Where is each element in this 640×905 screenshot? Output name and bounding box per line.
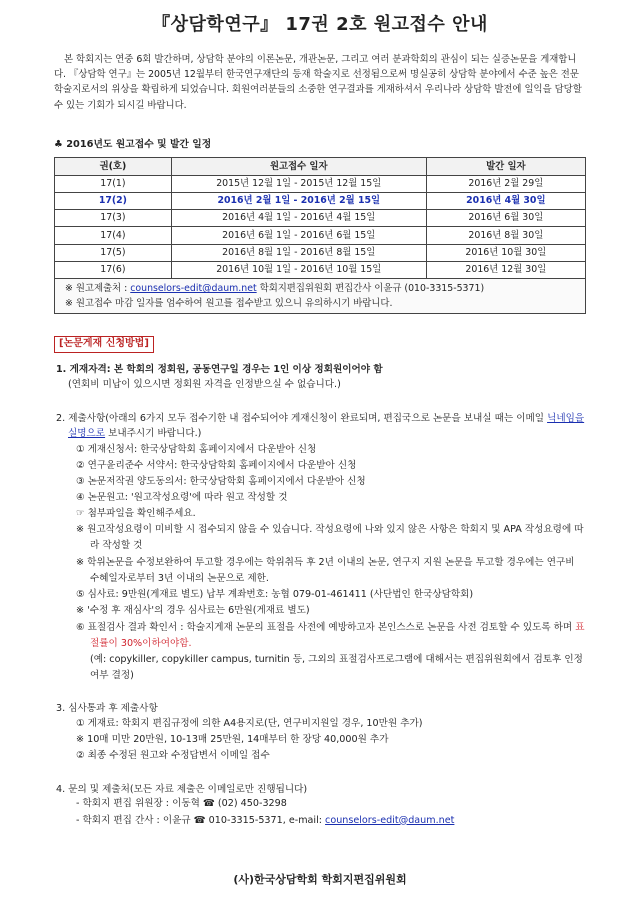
plagiarism-examples: (예: copykiller, copykiller campus, turnitin 등, 그외의 표절검사프로그램에 대해서는 편집위원회에서 검토후 인정여부 결정) xyxy=(90,654,583,682)
editor-chief-contact: - 학회지 편집 위원장 : 이동혁 ☎ (02) 450-3298 xyxy=(76,798,287,810)
deadline-note: ※ 원고접수 마감 일자를 엄수하여 원고를 접수받고 있으니 유의하시기 바랍니다. xyxy=(65,298,393,310)
schedule-heading: ♣ 2016년도 원고접수 및 발간 일정 xyxy=(54,139,212,150)
table-row xyxy=(55,210,586,227)
row-submission: 2016년 8월 1일 - 2016년 8월 15일 xyxy=(171,244,426,261)
row-publish: 2016년 12월 30일 xyxy=(426,261,585,278)
list-item: ② 연구윤리준수 서약서: 한국상담학회 홈페이지에서 다운받아 신청 xyxy=(76,459,357,471)
row-publish: 2016년 8월 30일 xyxy=(426,227,585,244)
submission-heading xyxy=(54,411,586,442)
editor-secretary-contact xyxy=(54,813,586,829)
plagiarism-check-item xyxy=(54,620,586,653)
row-volume: 17(6) xyxy=(55,261,172,278)
table-row xyxy=(55,227,586,244)
plagiarism-text: ⑥ 표절검사 결과 확인서 : 학술지게재 논문의 표절을 사전에 예방하고자 본인스스로 논문을 사전 검토할 수 있도록 하며 xyxy=(76,621,576,633)
col-submission-date: 원고접수 일자 xyxy=(171,158,426,175)
col-volume: 권(호) xyxy=(55,158,172,175)
row-volume: 17(2) xyxy=(55,192,172,209)
note-prefix: ※ 원고제출처 : xyxy=(65,283,131,295)
table-row xyxy=(55,261,586,278)
contact-heading: 4. 문의 및 제출처(모든 자료 제출은 이메일로만 진행됩니다) xyxy=(56,783,308,795)
real-name-emphasis: 닉네임을 실명으로 xyxy=(68,412,585,440)
submission-heading-end: 보내주시기 바랍니다.) xyxy=(105,428,202,440)
col-publish-date: 발간 일자 xyxy=(426,158,585,175)
list-item: ④ 논문원고: '원고작성요령'에 따라 원고 작성할 것 xyxy=(76,491,288,503)
list-item: ③ 논문저작권 양도동의서: 한국상담학회 홈페이지에서 다운받아 신청 xyxy=(76,475,366,487)
row-submission: 2016년 10월 1일 - 2016년 10월 15일 xyxy=(171,261,426,278)
row-submission: 2016년 2월 1일 - 2016년 2월 15일 xyxy=(171,192,426,209)
eligibility-heading: 1. 게재자격: 본 학회의 정회원, 공동연구일 경우는 1인 이상 정회원이어야 함 xyxy=(56,363,383,375)
row-submission: 2016년 6월 1일 - 2016년 6월 15일 xyxy=(171,227,426,244)
table-row xyxy=(55,244,586,261)
eligibility-note: (연회비 미납이 있으시면 정회원 자격을 인정받으실 수 없습니다.) xyxy=(68,378,341,390)
row-submission: 2016년 4월 1일 - 2016년 4월 15일 xyxy=(171,210,426,227)
submission-heading-text: 2. 제출사항(아래의 6가지 모두 접수기한 내 접수되어야 게재신청이 완료되며, 편집국으로 논문을 보내실 때는 이메일 xyxy=(56,412,548,424)
section-after-review xyxy=(54,702,586,764)
format-note: ※ 원고작성요령이 미비할 시 접수되지 않을 수 있습니다. 작성요령에 나와 있지 않은 사항은 학회지 및 APA 작성요령에 따라 작성할 것 xyxy=(76,524,584,552)
section-contact xyxy=(54,783,586,829)
row-volume: 17(5) xyxy=(55,244,172,261)
schedule-table xyxy=(54,157,586,279)
row-publish: 2016년 10월 30일 xyxy=(426,244,585,261)
row-submission: 2015년 12월 1일 - 2015년 12월 15일 xyxy=(171,175,426,192)
table-row xyxy=(55,175,586,192)
section-eligibility xyxy=(54,363,586,393)
row-volume: 17(1) xyxy=(55,175,172,192)
note-suffix: 학회지편집위원회 편집간사 이윤규 (010-3315-5371) xyxy=(256,283,485,295)
submission-contact-note xyxy=(65,281,575,296)
after-review-heading: 3. 심사통과 후 제출사항 xyxy=(56,703,158,715)
row-publish: 2016년 6월 30일 xyxy=(426,210,585,227)
table-header-row xyxy=(55,158,586,175)
list-item: ※ 10매 미만 20만원, 10-13매 25만원, 14매부터 한 장당 40,000원 추가 xyxy=(76,734,389,746)
page-title: 『상담학연구』 17권 2호 원고접수 안내 xyxy=(152,14,488,35)
secretary-text: - 학회지 편집 간사 : 이윤규 ☎ 010-3315-5371, e-mail: xyxy=(76,814,326,826)
list-item: ② 최종 수정된 원고와 수정답변서 이메일 접수 xyxy=(76,750,270,762)
attachment-note: ☞ 첨부파일을 확인해주세요. xyxy=(76,508,196,520)
intro-paragraph: 본 학회지는 연중 6회 발간하며, 상담학 분야의 이론논문, 개관논문, 그리고 여러 분과학회의 관심이 되는 실증논문을 게재합니다. 『상담학 연구』는 2005년 12월부터 한국연구재단의 등재 학술지로 선정됨으로써 명실공히 상담학 분야에서 수준 높은 전문 학술지로서의 위상을 확립하게 되었습니다. 회원여러분들의 소중한 연구결과를 게재하셔서 우리나라 상담학 발전에 일익을 담당할 수 있는 기회가 되시길 바랍니다. xyxy=(54,54,582,111)
list-item: ① 게재료: 학회지 편집규정에 의한 A4용지로(단, 연구비지원일 경우, 10만원 추가) xyxy=(76,718,423,730)
footer-organization: (사)한국상담학회 학회지편집위원회 xyxy=(233,873,407,886)
apply-heading: [논문게재 신청방법] xyxy=(54,336,154,353)
row-publish: 2016년 4월 30일 xyxy=(426,192,585,209)
row-volume: 17(3) xyxy=(55,210,172,227)
table-row-highlighted xyxy=(55,192,586,209)
thesis-note: ※ 학위논문을 수정보완하여 투고할 경우에는 학위취득 후 2년 이내의 논문, 연구지 지원 논문을 투고할 경우에는 연구비 수혜일자로부터 3년 이내의 논문으로 제한. xyxy=(76,556,575,585)
section-submission xyxy=(54,411,586,684)
row-volume: 17(4) xyxy=(55,227,172,244)
contact-email-link[interactable]: counselors-edit@daum.net xyxy=(325,814,455,826)
re-review-note: ※ '수정 후 재심사'의 경우 심사료는 6만원(게재료 별도) xyxy=(76,605,310,617)
row-publish: 2016년 2월 29일 xyxy=(426,175,585,192)
submission-email-link[interactable]: counselors-edit@daum.net xyxy=(130,283,257,295)
list-item: ① 게재신청서: 한국상담학회 홈페이지에서 다운받아 신청 xyxy=(76,443,317,455)
schedule-notes xyxy=(54,279,586,314)
plagiarism-threshold: 표절률이 30%이하여야함. xyxy=(90,621,585,649)
review-fee-item: ⑤ 심사료: 9만원(게재료 별도) 납부 계좌번호: 농협 079-01-461411 (사단법인 한국상담학회) xyxy=(76,589,474,601)
